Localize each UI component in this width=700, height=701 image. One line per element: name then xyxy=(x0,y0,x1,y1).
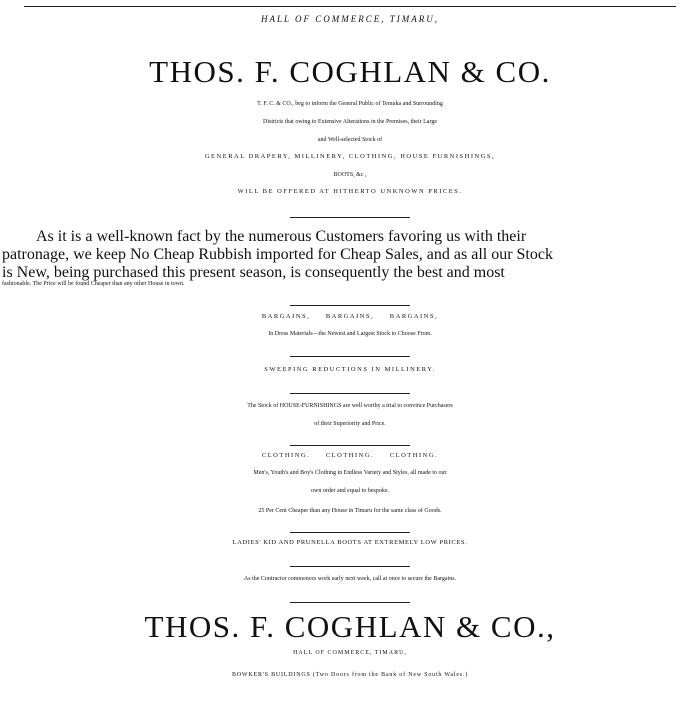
divider-7 xyxy=(290,566,410,567)
divider-8 xyxy=(290,602,410,603)
divider-6 xyxy=(290,532,410,533)
goods-list: GENERAL DRAPERY, MILLINERY, CLOTHING, HOUSE FURNISHINGS, xyxy=(204,153,496,160)
divider-4 xyxy=(290,393,410,394)
clothing-line-1: Men's, Youth's and Boy's Clothing in Endless Variety and Styles, all made to our xyxy=(253,470,447,476)
stock-paragraph-line-1: As it is a well-known fact by the numerous Customers favoring us with their xyxy=(36,228,527,245)
header-location: HALL OF COMMERCE, TIMARU, xyxy=(260,14,440,24)
intro-line-2: Districts that owing to Extensive Alterations in the Premises, their Large xyxy=(262,119,438,125)
bargains-text: In Dress Materials—the Newest and Largest Stock to Choose From. xyxy=(268,331,432,337)
divider-3 xyxy=(290,356,410,357)
footer-address: BOWKER'S BUILDINGS (Two Doors from the Bank of New South Wales.) xyxy=(231,672,469,678)
intro-line-1: T. F. C. & CO., beg to inform the General Public of Temuka and Surrounding xyxy=(257,101,443,107)
divider-1 xyxy=(290,217,410,218)
millinery-headline: SWEEPING REDUCTIONS IN MILLINERY. xyxy=(264,366,436,373)
stock-paragraph-line-4: fashionable. The Price will be found Cheaper than any other House in town. xyxy=(2,281,185,287)
bargains-heading: BARGAINS, BARGAINS, BARGAINS, xyxy=(261,313,439,320)
top-rule xyxy=(24,6,676,7)
divider-5 xyxy=(290,445,410,446)
house-furnishings-line-1: The Stock of HOUSE-FURNISHINGS are well worthy a trial to convince Purchasers xyxy=(247,403,453,409)
clothing-line-3: 25 Per Cent Cheaper than any House in Timaru for the same class of Goods. xyxy=(258,508,442,514)
clothing-heading: CLOTHING. CLOTHING. CLOTHING. xyxy=(261,452,439,459)
house-furnishings-line-2: of their Superiority and Price. xyxy=(314,421,386,427)
intro-line-3: and Well-selected Stock of xyxy=(317,137,383,143)
goods-boots: BOOTS, &c , xyxy=(333,172,367,178)
stock-paragraph-line-3: is New, being purchased this present season, is consequently the best and most xyxy=(2,264,505,281)
divider-2 xyxy=(290,305,410,306)
stock-paragraph-line-2: patronage, we keep No Cheap Rubbish imported for Cheap Sales, and as all our Stock xyxy=(2,246,553,263)
boots-headline: LADIES' KID AND PRUNELLA BOOTS AT EXTREMELY LOW PRICES. xyxy=(232,539,468,546)
firm-name-bottom: THOS. F. COGHLAN & CO., xyxy=(144,609,556,644)
clothing-line-2: own order and equal to bespoke. xyxy=(311,488,389,494)
footer-location: HALL OF COMMERCE, TIMARU, xyxy=(293,650,407,656)
firm-name-top: THOS. F. COGHLAN & CO. xyxy=(149,54,551,89)
contractor-notice: As the Contractor commences work early next week, call at once to secure the Bargains. xyxy=(243,576,457,582)
prices-headline: WILL BE OFFERED AT HITHERTO UNKNOWN PRICES. xyxy=(237,188,463,195)
